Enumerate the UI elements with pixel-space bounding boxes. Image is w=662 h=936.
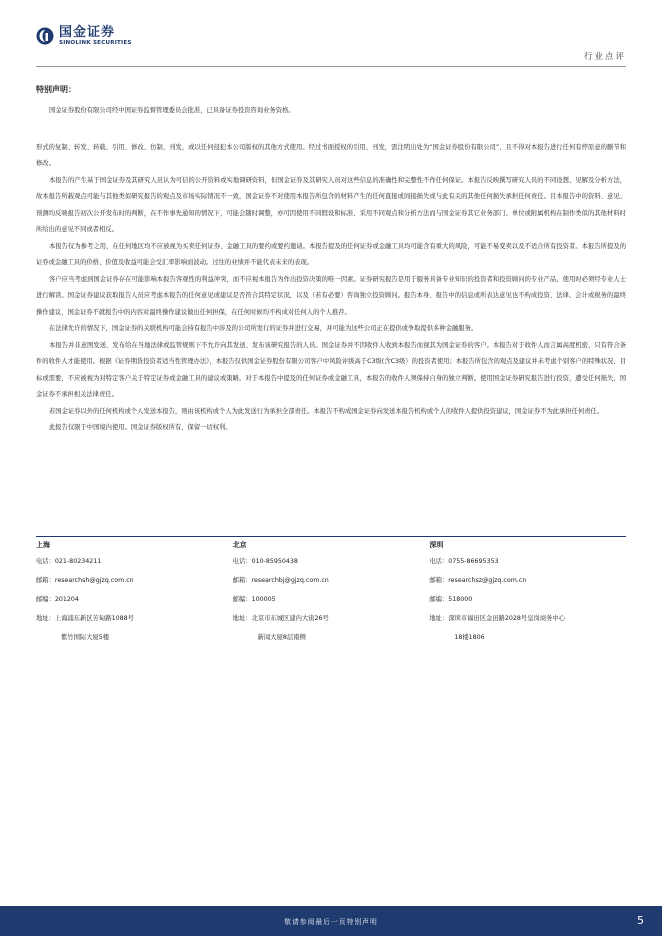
office-address: 地址：上海浦东新区芳甸路1088号 [36,615,134,622]
office-postcode: 邮编：201204 [36,596,79,603]
office-phone: 电话：021-80234211 [36,558,102,565]
office-city: 上海 [36,541,50,549]
office-postcode: 邮编：100005 [232,596,276,603]
office-address: 地址：北京市东城区建内大街26号 [232,615,329,622]
office-beijing [233,537,430,647]
office-email: 邮箱：researchbj@gjzq.com.cn [232,577,329,584]
disclaimer-section [36,84,626,437]
office-shenzhen [429,537,626,647]
page-footer [0,906,662,936]
logo-english-name: SINOLINK SECURITIES [59,40,132,46]
disclaimer-paragraph: 国金证券股份有限公司经中国证券监督管理委员会批准，已具备证券投资咨询业务资格。 [49,107,295,114]
company-logo [36,26,132,47]
report-category: 行业点评 [583,52,626,62]
office-address: 地址：深圳市福田区金田路2028号皇岗商务中心 [429,615,566,622]
office-shanghai [36,537,233,647]
sinolink-logo-icon [36,27,54,45]
office-phone: 电话：0755-86695353 [429,558,499,565]
logo-chinese-name: 国金证券 [59,25,116,40]
disclaimer-paragraph: 在法律允许的情况下，国金证券的关联机构可能会持有报告中涉及的公司所发行的证券并进行交易，并可能为这些公司正在提供或争取提供多种金融服务。 [49,325,478,332]
page-number: 5 [637,914,644,927]
office-address-cont: 新闻大厦8层南侧 [257,634,306,641]
disclaimer-paragraph: 本报告的产生基于国金证券及其研究人员认为可信的公开资料或实地调研资料，但国金证券及其研究人员对这些信息的准确性和完整性不作任何保证。本报告反映撰写研究人员的不同设想、见解及分析方法，故本报告所载观点可能与其他类似研究报告的观点及市场实际情况不一致，国金证券不对使用本报告所包含的材料产生的任何直接或间接损失或与此有关的其他任何损失承担任何责任。且本报告中的资料、意见、预测均反映报告初次公开发布时的判断，在不作事先通知的情况下，可能会随时调整，亦可因使用不同假设和标准、采用不同观点和分析方法而与国金证券其它业务部门、单位或附属机构在制作类似的其他材料时所给出的意见不同或者相反。 [36,176,626,233]
disclaimer-paragraph: 本报告并非意图发送、发布给在当地法律或监管规则下不允许向其发送、发布该研究报告的人员。国金证券并不因收件人收到本报告而视其为国金证券的客户。本报告对于收件人而言属高度机密，只有符合条件的收件人才能使用。根据《证券期货投资者适当性管理办法》，本报告仅供国金证券股份有限公司客户中风险评级高于C3级(含C3级）的投资者使用；本报告所包含的观点及建议并未考虑个别客户的特殊状况、目标或需要，不应被视为对特定客户关于特定证券或金融工具的建议或策略。对于本报告中提及的任何证券或金融工具，本报告的收件人须保持自身的独立判断。使用国金证券研究报告进行投资，遭受任何损失，国金证券不承担相关法律责任。 [36,341,626,398]
disclaimer-paragraph: 客户应当考虑到国金证券存在可能影响本报告客观性的利益冲突，而不应视本报告为作出投资决策的唯一因素。证券研究报告是用于服务具备专业知识的投资者和投资顾问的专业产品，使用时必须经专业人士进行解读。国金证券建议获取报告人员应考虑本报告的任何意见或建议是否符合其特定状况，以及（若有必要）咨询独立投资顾问。报告本身、报告中的信息或所表达意见也不构成投资、法律、会计或税务的最终操作建议，国金证券不就报告中的内容对最终操作建议做出任何担保，在任何时候均不构成对任何人的个人推荐。 [36,275,626,316]
office-address-cont: 18楼1806 [454,634,485,641]
disclaimer-paragraph: 此报告仅限于中国境内使用。国金证券版权所有，保留一切权利。 [49,424,232,431]
office-city: 深圳 [429,541,444,549]
office-city: 北京 [232,541,247,549]
disclaimer-paragraph: 若国金证券以外的任何机构或个人发送本报告，则由该机构或个人为此发送行为承担全部责任。本报告不构成国金证券向发送本报告机构或个人的收件人提供投资建议，国金证券不为此承担任何责任。 [49,407,604,415]
office-address-cont: 紫竹国际大厦5楼 [61,634,110,641]
footer-notice: 敬请参阅最后一页特别声明 [284,918,378,926]
disclaimer-paragraph: 形式的复制、转发、转载、引用、修改、仿制、刊发，或以任何侵犯本公司版权的其他方式使用。经过书面授权的引用、刊发，需注明出处为“国金证券股份有限公司”，且不得对本报告进行任何有悖原意的删节和修改。 [36,143,626,167]
header-divider [36,66,626,67]
office-postcode: 邮编：518000 [429,596,473,603]
paragraph-gap [36,120,626,140]
disclaimer-paragraph: 本报告仅为参考之用，在任何地区均不应被视为买卖任何证券、金融工具的要约或要约邀请。本报告提及的任何证券或金融工具均可能含有重大的风险，可能不易变卖以及不适合所有投资者。本报告所提及的证券或金融工具的价格、价值及收益可能会受汇率影响而波动。过往的业绩并不能代表未来的表现。 [36,242,626,266]
office-phone: 电话：010-85950438 [232,558,298,565]
office-email: 邮箱：researchsz@gjzq.com.cn [429,577,527,584]
office-email: 邮箱：researchsh@gjzq.com.cn [36,577,134,584]
office-contacts [36,536,626,647]
disclaimer-title: 特别声明： [36,85,76,94]
